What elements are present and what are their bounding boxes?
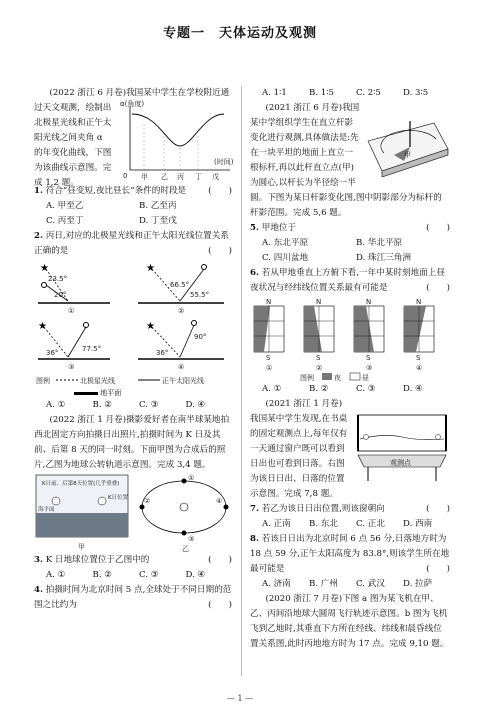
q4-option-a: A. 1∶1 [262,88,287,98]
intro2-text: (2022 浙江 1 月卷)摄影爱好者在南半球某地拍西北固定方向拍摄日出照片,拍摄时间为 K 日及其前、后第 8 天的同一时刻。下面甲图为合成后的照片,乙图为地球公转轨道示意图。完成 3,4 题。 [34,415,230,470]
grid-2 [304,298,334,372]
legend-title: 图例 [36,377,50,385]
q3-bracket: ( ) [208,555,232,565]
sun-star-angle-figure [34,259,232,389]
orbit-pos-3: ③ [188,535,195,543]
sun-icon [84,323,89,328]
q1-options [34,199,232,229]
photo-jia [36,475,129,551]
chart-xlabel-jia: 甲 [141,173,148,181]
q3-option-c: C. ③ [139,570,159,580]
q3-option-d: D. ④ [185,570,206,580]
q2-option-d: D. ④ [185,400,206,410]
q8-option-d: D. 拉萨 [403,579,433,589]
alpha-curve [132,114,224,146]
pole-shadow-figure [364,117,450,177]
question-3 [34,553,232,568]
q7-options [250,517,450,532]
question-4 [34,583,232,613]
chart-xunit: (时间) [214,158,234,166]
chart-xlabel-ding: 丁 [195,173,202,181]
q5-number: 5. [250,223,259,233]
grid-3-north: N [366,298,372,306]
q4-text: 拍摄时间为北京时间 5 点,全球处于不同日期的范围之比约为 [34,585,232,610]
q6-option-a: A. ① [262,384,282,394]
panel-4 [138,321,224,372]
q5-option-b: B. 华北平原 [356,238,403,248]
q3-text: K 日地球位置位于乙图中的 [45,555,150,565]
grid-1 [254,298,284,372]
grid-1-south: S [266,354,271,362]
q3-option-a: A. ① [46,570,66,580]
column-divider [241,86,242,676]
grid-1-north: N [266,298,272,306]
page-title: 专题一 天体运动及观测 [162,26,317,41]
legend-ground-label: 地平面 [100,389,122,397]
panel-4-number: ④ [178,363,185,371]
star-icon: ★ [146,263,155,274]
grid-legend-day: 昼 [362,374,369,382]
sunrise-photo-orbit-figure [34,473,232,553]
q2-options [34,398,232,413]
q4-option-c: C. 2∶5 [356,88,381,98]
grid-legend-title: 图例 [300,374,314,382]
pole-label-jia: 甲 [404,151,411,159]
q2-text: 丙日,对应的北极星光线和正午太阳光线位置关系正确的是 [34,231,229,256]
photo-label-kday: K日位置 [108,495,129,501]
grid-4-number: ④ [416,364,423,372]
angle-label-23-5: 23.5° [48,275,68,283]
q3-option-b: B. ② [92,570,112,580]
question-2 [34,229,232,259]
q7-text: 若乙为该日日出位置,则该窗朝向 [261,504,385,514]
grid-4-south: S [416,354,421,362]
orbit-yi [140,474,229,553]
q1-option-b: B. 乙至丙 [139,201,177,211]
legend-sun-ray: 正午太阳光线 [162,377,204,385]
orbit-pos-1: ① [188,474,195,482]
grid-3-number: ③ [366,364,373,372]
intro1-block [34,86,234,188]
q2-number: 2. [34,231,43,241]
sun-icon [202,265,207,270]
q8-text: 若该日日出为北京时间 6 点 56 分,日落地方时为 18 点 59 分,正午太阳高度为 83.8°,则该学生所在地最可能是 [250,534,450,574]
q6-option-d: D. ④ [403,384,423,394]
panel-1 [38,263,110,315]
orbit-pos-2: ② [144,497,151,505]
chart-ylabel: α(角度) [120,100,145,108]
q8-number: 8. [250,534,259,544]
q5-bracket: ( ) [426,223,450,233]
left-column [34,86,232,613]
grid-3-south: S [366,354,371,362]
q6-option-b: B. ② [309,384,329,394]
chart-xlabel-yi: 乙 [161,173,168,181]
q7-option-d: D. 西南 [403,519,433,529]
grid-2-south: S [316,354,321,362]
q4-option-b: B. 1∶5 [309,88,334,98]
q5-options [250,236,450,266]
grid-1-number: ① [266,364,273,372]
panel-3-number: ③ [68,363,75,371]
observation-point-label: 观测点 [390,459,411,467]
q6-number: 6. [250,268,259,278]
chart-xlabel-bing: 丙 [177,173,184,181]
star-icon: ★ [38,321,47,332]
grid-4-north: N [416,298,422,306]
grid-2-number: ② [316,364,323,372]
grid-4 [404,298,434,372]
legend-star-ray: 北极星光线 [80,377,115,385]
sun-icon [180,503,188,511]
q6-option-c: C. ③ [356,384,376,394]
q6-bracket: ( ) [426,283,450,293]
q1-option-a: A. 甲至乙 [46,201,84,211]
angle-label-20: 20° [54,291,67,299]
q7-option-b: B. 东北 [309,519,338,529]
q8-options [250,577,450,592]
intro3-text: (2021 浙江 6 月卷)我国某中学组织学生在直立杆影变化进行观测,具体做法是:先在一块平坦的地面上直立一根标杆,再以此杆直立点(甲)为圆心,以杆长为半径绘一半圆。下图为某日杆影变化图,图中阴影部分为标杆的杆影范围。完成 5,6 题。 [250,103,442,218]
q6-options [250,382,450,397]
sun-icon [364,435,369,440]
right-column [250,86,450,652]
q5-option-d: D. 珠江三角洲 [356,253,412,263]
q1-text: 符合“昼变短,夜比昼长”条件的时段是 [45,186,187,196]
question-5 [250,221,450,236]
question-7 [250,502,450,517]
q4-option-d: D. 3∶5 [403,88,429,98]
angle-label-77-5: 77.5° [82,345,102,353]
panel-2 [138,263,224,315]
q4-bracket: ( ) [208,600,232,610]
q1-option-d: D. 丁至戊 [139,216,177,226]
window-sunrise-figure [354,411,450,483]
q4-number: 4. [34,585,43,595]
q2-option-c: C. ③ [139,400,159,410]
grid-legend-night: 夜 [334,374,341,382]
q8-option-c: C. 武汉 [356,579,385,589]
q4-options [250,86,450,101]
intro4-block [250,397,450,502]
photo-label-kday-8: K日前、后第8天位置(几乎重叠) [42,481,120,487]
angle-label-36-b: 36° [156,349,169,357]
q6-text: 若从甲地垂直上方俯下看,一年中某时刻地面上昼夜状况与经纬线位置关系最有可能是 [250,268,445,293]
q3-number: 3. [34,555,43,565]
q2-option-a: A. ① [46,400,66,410]
page-number: — 1 — [226,694,254,703]
panel-1-number: ① [68,307,75,315]
q5-text: 甲地位于 [261,223,297,233]
q7-bracket: ( ) [426,504,450,514]
q1-bracket: ( ) [208,186,232,196]
q2-bracket: ( ) [208,246,232,256]
q8-option-b: B. 广州 [309,579,338,589]
angle-label-36: 36° [46,349,59,357]
q2-option-b: B. ② [92,400,112,410]
grid-3 [354,298,384,372]
sun-icon [98,497,106,505]
intro5-text: (2020 浙江 7 月卷)下图 a 图为某飞机在甲、乙、丙间沿地球大圆周飞行轨迹示意图。b 图为飞机飞到乙地时,其垂直下方所在经线、纬线和晨昏线位置关系图,此时丙地地方时为 17 点。完成 9,10 题。 [250,594,449,649]
chart-origin: 0 [123,172,128,180]
angle-label-90: 90° [194,333,207,341]
q1-number: 1. [34,186,43,196]
panel-3 [38,321,110,371]
day-night-grid-figure [250,296,450,382]
figure-legend [36,376,204,385]
alpha-curve-chart [118,100,236,182]
q5-option-a: A. 东北平原 [262,238,309,248]
grid-legend [300,373,369,382]
q8-bracket: ( ) [426,564,450,574]
intro4-text: (2021 浙江 1 月卷)我国某中学生发现,在书桌的固定观测点上,每年仅有一天通过窗户既可以看到日出也可看到日落。右图为该日日出、日落的位置示意图。完成 7,8 题。 [250,399,348,499]
chart-xlabel-wu: 戊 [212,173,219,181]
q3-options [34,568,232,583]
photo-caption-jia: 甲 [78,543,85,551]
sun-icon [52,497,60,505]
intro1-text: 过天文观测，绘制出北极星光线和正午太阳光线之间夹角 α 的年变化曲线，下图为该曲线示意图。完成 1,2 题。 [34,103,112,188]
q7-option-c: C. 正北 [356,519,385,529]
grid-2-north: N [316,298,322,306]
question-8 [250,532,450,577]
intro3-block [250,101,450,221]
orbit-pos-4: ④ [216,497,223,505]
sun-icon [192,321,197,326]
question-6 [250,266,450,296]
q1-option-c: C. 丙至丁 [46,216,84,226]
photo-label-sea-level: 海平面 [38,507,55,513]
angle-label-66-5: 66.5° [170,281,190,289]
orbit-caption-yi: 乙 [182,545,189,553]
sun-icon [42,283,47,288]
intro1-line1: (2022 浙江 6 月卷)我国某中学生在学校附近通 [49,88,230,98]
angle-label-55-5: 55.5° [190,291,210,299]
q8-option-a: A. 济南 [262,579,291,589]
q7-number: 7. [250,504,259,514]
q5-option-c: C. 四川盆地 [262,253,309,263]
star-icon: ★ [40,263,49,274]
q7-option-a: A. 正南 [262,519,291,529]
panel-2-number: ② [178,307,185,315]
legend-ground [34,389,232,398]
sun-icon [436,435,441,440]
star-icon: ★ [146,321,155,332]
